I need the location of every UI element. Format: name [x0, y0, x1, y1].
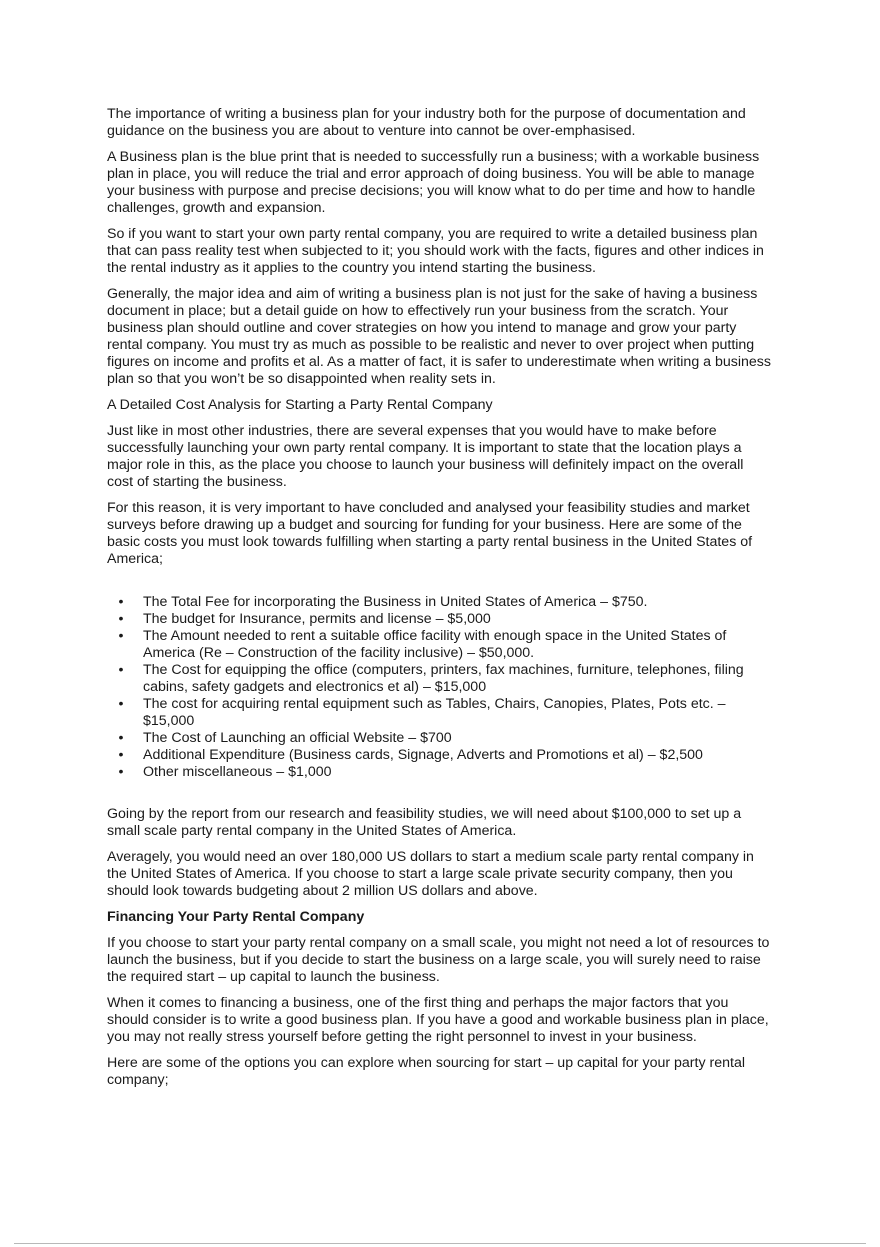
financing-heading: Financing Your Party Rental Company	[107, 909, 365, 925]
footer-divider	[14, 1243, 866, 1244]
list-item-text: The budget for Insurance, permits and license – $5,000	[143, 611, 491, 627]
paragraph-research-report: Going by the report from our research and feasibility studies, we will need about $100,000 to set up a small scale party rental company in the United States of America.	[107, 806, 742, 839]
list-item	[107, 662, 773, 696]
paragraph-blueprint: A Business plan is the blue print that is needed to successfully run a business; with a workable business plan in place, you will reduce the trial and error approach of doing business. You will be able to manage your business with purpose and precise decisions; you will know what to do per time and how to handle challenges, growth and expansion.	[107, 149, 760, 216]
list-item	[107, 764, 773, 781]
bullet-icon: •	[118, 730, 124, 746]
list-item	[107, 696, 773, 730]
document-page	[107, 106, 773, 1098]
list-item-text: Other miscellaneous – $1,000	[143, 764, 332, 780]
bullet-icon: •	[118, 662, 124, 678]
cost-analysis-title: A Detailed Cost Analysis for Starting a Party Rental Company	[107, 397, 493, 413]
list-item-text: The Cost for equipping the office (computers, printers, fax machines, furniture, telephones, filing cabins, safety gadgets and electronics et al) – $15,000	[143, 662, 744, 695]
list-item	[107, 747, 773, 764]
bullet-icon: •	[118, 764, 124, 780]
bullet-icon: •	[118, 594, 124, 610]
paragraph-reality-test: So if you want to start your own party rental company, you are required to write a detailed business plan that can pass reality test when subjected to it; you should work with the facts, figures and other indices in the rental industry as it applies to the country you intend starting the business.	[107, 226, 764, 276]
list-item-text: The cost for acquiring rental equipment such as Tables, Chairs, Canopies, Plates, Pots etc. – $15,000	[143, 696, 726, 729]
list-item	[107, 628, 773, 662]
bullet-icon: •	[118, 628, 124, 644]
bullet-icon: •	[118, 747, 124, 763]
list-item-text: The Cost of Launching an official Website – $700	[143, 730, 452, 746]
list-item	[107, 730, 773, 747]
paragraph-options: Here are some of the options you can explore when sourcing for start – up capital for your party rental company;	[107, 1055, 745, 1088]
list-item-text: The Total Fee for incorporating the Business in United States of America – $750.	[143, 594, 648, 610]
list-item-text: Additional Expenditure (Business cards, Signage, Adverts and Promotions et al) – $2,500	[143, 747, 703, 763]
bullet-icon: •	[118, 611, 124, 627]
paragraph-major-idea: Generally, the major idea and aim of writing a business plan is not just for the sake of having a business document in place; but a detail guide on how to effectively run your business from the scratch. Your business plan should outline and cover strategies on how you intend to manage and grow your party rental company. You must try as much as possible to be realistic and never to over project when putting figures on income and profits et al. As a matter of fact, it is safer to underestimate when writing a business plan so that you won’t be so disappointed when reality sets in.	[107, 286, 771, 387]
cost-list	[107, 594, 773, 781]
paragraph-importance: The importance of writing a business plan for your industry both for the purpose of documentation and guidance on the business you are about to venture into cannot be over-emphasised.	[107, 106, 746, 139]
list-item	[107, 611, 773, 628]
bullet-icon: •	[118, 696, 124, 712]
paragraph-small-scale: If you choose to start your party rental company on a small scale, you might not need a lot of resources to launch the business, but if you decide to start the business on a large scale, you will surely need to raise the required start – up capital to launch the business.	[107, 935, 770, 985]
paragraph-financing: When it comes to financing a business, one of the first thing and perhaps the major factors that you should consider is to write a good business plan. If you have a good and workable business plan in place, you may not really stress yourself before getting the right personnel to invest in your business.	[107, 995, 769, 1045]
list-item	[107, 594, 773, 611]
paragraph-feasibility: For this reason, it is very important to have concluded and analysed your feasibility studies and market surveys before drawing up a budget and sourcing for funding for your business. Here are some of the basic costs you must look towards fulfilling when starting a party rental business in the United States of America;	[107, 500, 753, 567]
paragraph-expenses: Just like in most other industries, there are several expenses that you would have to make before successfully launching your own party rental company. It is important to state that the location plays a major role in this, as the place you choose to launch your business will definitely impact on the overall cost of starting the business.	[107, 423, 744, 490]
paragraph-averagely: Averagely, you would need an over 180,000 US dollars to start a medium scale party rental company in the United States of America. If you choose to start a large scale private security company, then you should look towards budgeting about 2 million US dollars and above.	[107, 849, 754, 899]
list-item-text: The Amount needed to rent a suitable office facility with enough space in the United States of America (Re – Construction of the facility inclusive) – $50,000.	[143, 628, 727, 661]
